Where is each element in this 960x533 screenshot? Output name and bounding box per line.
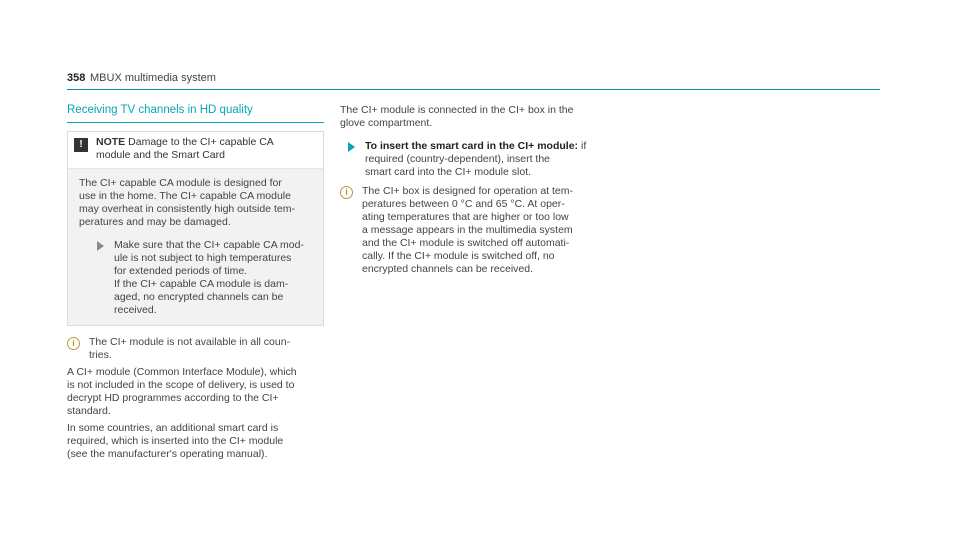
info-note xyxy=(340,185,600,276)
note-header xyxy=(68,132,323,169)
paragraph-line: (see the manufacturer's operating manual). xyxy=(67,448,268,460)
info-icon: i xyxy=(340,186,353,199)
note-text xyxy=(79,177,315,229)
step-tail: if xyxy=(578,140,587,152)
info-line: and the CI+ module is switched off automati- xyxy=(362,237,570,249)
paragraph xyxy=(67,422,324,461)
note-box xyxy=(67,131,324,326)
action-line: Make sure that the CI+ capable CA mod- xyxy=(114,239,304,251)
paragraph-line: The CI+ module is connected in the CI+ box in the xyxy=(340,104,574,116)
step-text xyxy=(365,140,586,179)
action-line: for extended periods of time. xyxy=(114,265,248,277)
paragraph-line: In some countries, an additional smart card is xyxy=(67,422,279,434)
note-heading xyxy=(96,136,274,162)
paragraph-line: required, which is inserted into the CI+ module xyxy=(67,435,284,447)
step-arrow-icon xyxy=(348,142,355,152)
info-line: peratures between 0 °C and 65 °C. At oper- xyxy=(362,198,565,210)
info-text xyxy=(362,185,573,276)
paragraph-line: is not included in the scope of delivery, is used to xyxy=(67,379,295,391)
note-heading-line: module and the Smart Card xyxy=(96,149,225,161)
note-line: may overheat in consistently high outside tem- xyxy=(79,203,295,215)
info-note xyxy=(67,336,324,362)
action-line: aged, no encrypted channels can be xyxy=(114,291,284,303)
note-heading-line: Damage to the CI+ capable CA xyxy=(128,136,274,148)
instruction-step xyxy=(348,140,600,179)
info-line: The CI+ module is not available in all coun- xyxy=(89,336,291,348)
info-text xyxy=(89,336,290,362)
paragraph-line: standard. xyxy=(67,405,111,417)
action-arrow-icon xyxy=(97,241,104,251)
info-line: tries. xyxy=(89,349,112,361)
info-line: a message appears in the multimedia system xyxy=(362,224,573,236)
note-label: NOTE xyxy=(96,136,126,148)
section-title: Receiving TV channels in HD quality xyxy=(67,104,324,123)
warning-icon: ! xyxy=(74,138,88,152)
step-line: required (country-dependent), insert the xyxy=(365,153,551,165)
info-line: encrypted channels can be received. xyxy=(362,263,534,275)
step-heading: To insert the smart card in the CI+ module: xyxy=(365,140,579,152)
right-column xyxy=(340,104,600,280)
info-icon: i xyxy=(67,337,80,350)
note-line: The CI+ capable CA module is designed for xyxy=(79,177,282,189)
page-title: MBUX multimedia system xyxy=(90,72,216,84)
action-text xyxy=(114,239,304,317)
note-line: use in the home. The CI+ capable CA module xyxy=(79,190,291,202)
info-line: cally. If the CI+ module is switched off, no xyxy=(362,250,555,262)
info-line: The CI+ box is designed for operation at tem- xyxy=(362,185,573,197)
header-rule xyxy=(67,89,880,90)
page-number: 358 xyxy=(67,72,86,84)
note-action xyxy=(79,239,315,317)
info-line: ating temperatures that are higher or too low xyxy=(362,211,569,223)
paragraph xyxy=(67,366,324,418)
step-line: smart card into the CI+ module slot. xyxy=(365,166,532,178)
paragraph-line: glove compartment. xyxy=(340,117,433,129)
action-line: If the CI+ capable CA module is dam- xyxy=(114,278,289,290)
step-first-line xyxy=(365,140,586,153)
left-column xyxy=(67,104,324,465)
paragraph-line: A CI+ module (Common Interface Module), which xyxy=(67,366,297,378)
note-body xyxy=(68,169,323,325)
action-line: ule is not subject to high temperatures xyxy=(114,252,292,264)
note-line: peratures and may be damaged. xyxy=(79,216,231,228)
paragraph-line: decrypt HD programmes according to the CI+ xyxy=(67,392,279,404)
action-line: received. xyxy=(114,304,157,316)
intro-paragraph xyxy=(340,104,600,130)
